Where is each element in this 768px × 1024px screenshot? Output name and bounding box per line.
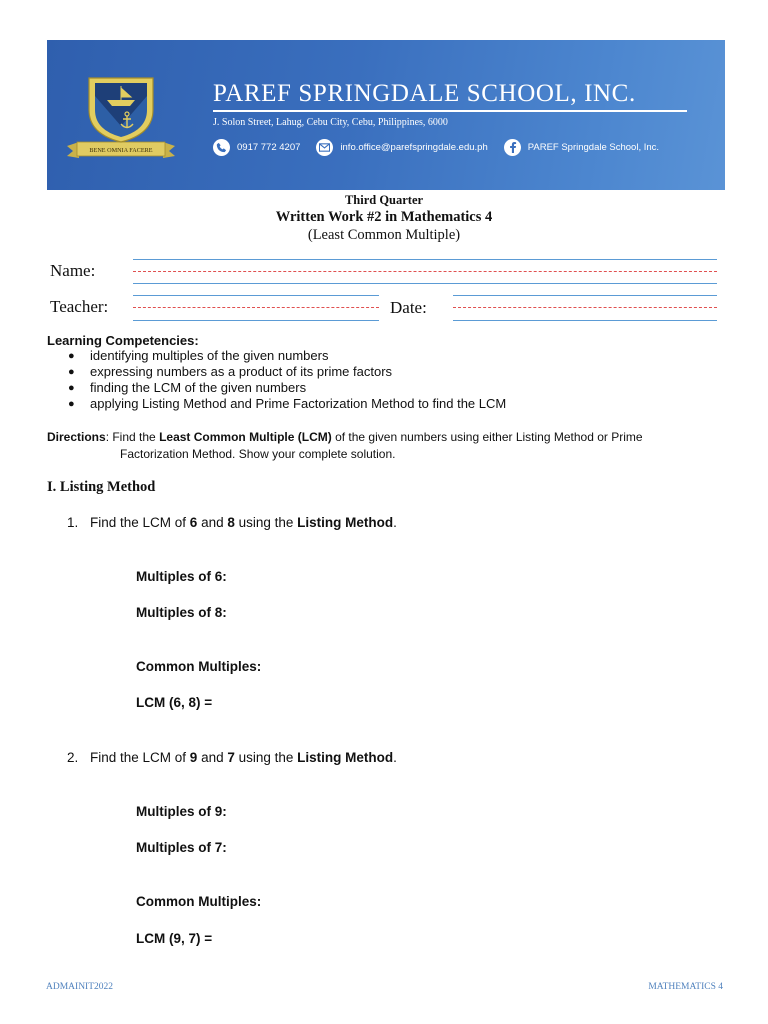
teacher-label: Teacher: [50,297,109,316]
bullet-icon: ● [68,350,75,362]
method-name: Listing Method [297,515,394,530]
problem-text: and [197,750,228,765]
problem-text: Find the LCM of [90,515,190,530]
bullet-icon: ● [68,366,75,378]
section-title: I. Listing Method [47,479,156,495]
name-label: Name: [50,261,96,280]
problem-1 [67,515,397,530]
email-address: info.office@parefspringdale.edu.ph [340,141,488,153]
date-label: Date: [390,298,427,317]
name-line-top [133,259,717,260]
school-address: J. Solon Street, Lahug, Cebu City, Cebu, Philippines, 6000 [213,117,448,128]
title-underline [213,110,687,112]
date-field[interactable] [453,307,717,308]
phone-icon [213,139,230,156]
problem-number: 1. [67,515,79,530]
school-crest-logo [65,72,177,172]
bullet-icon: ● [68,382,75,394]
competency-text: expressing numbers as a product of its prime factors [90,364,393,379]
footer-code: ADMAINIT2022 [46,982,114,992]
directions-line-2: Factorization Method. Show your complete solution. [120,446,396,461]
name-line-bottom [133,283,717,284]
worksheet-title-block [0,193,768,245]
problem-text: . [393,515,397,530]
directions-label: Directions [47,430,106,444]
lcm-answer-label: LCM (6, 8) = [136,695,213,710]
lcm-answer-label: LCM (9, 7) = [136,931,213,946]
phone-number: 0917 772 4207 [237,141,301,153]
footer-subject: MATHEMATICS 4 [648,982,723,992]
bullet-icon: ● [68,398,75,410]
quarter-label: Third Quarter [344,193,424,207]
competencies-list [68,348,506,412]
competencies-heading: Learning Competencies: [47,333,199,348]
problem-2 [67,750,397,765]
problem-text: Find the LCM of [90,750,190,765]
list-item [68,348,506,364]
problem-text: . [393,750,397,765]
problem-text: using the [234,515,298,530]
multiples-b-label: Multiples of 7: [136,840,227,855]
multiples-b-label: Multiples of 8: [136,605,227,620]
common-multiples-label: Common Multiples: [136,659,262,674]
competency-text: applying Listing Method and Prime Factorization Method to find the LCM [90,396,507,411]
directions-text-cont: of the given numbers using either Listing Method or Prime [331,430,643,444]
number-b: 7 [227,750,235,765]
teacher-field[interactable] [133,307,379,308]
contact-facebook [504,139,659,156]
worksheet-subtitle: (Least Common Multiple) [307,227,461,243]
number-a: 6 [189,515,198,530]
directions-text: : Find the [105,430,160,444]
motto-text: BENE OMNIA FACERE [89,147,153,154]
directions [47,429,727,462]
directions-emphasis: Least Common Multiple (LCM) [159,430,332,444]
problem-text: and [197,515,228,530]
contact-email [316,139,487,156]
school-banner [47,40,725,190]
competency-text: finding the LCM of the given numbers [90,380,307,395]
competency-text: identifying multiples of the given numbers [90,348,329,363]
multiples-a-label: Multiples of 6: [136,569,227,584]
common-multiples-label: Common Multiples: [136,894,262,909]
list-item [68,396,506,412]
list-item [68,364,506,380]
number-b: 8 [227,515,235,530]
email-icon [316,139,333,156]
list-item [68,380,506,396]
problem-number: 2. [67,750,79,765]
worksheet-title: Written Work #2 in Mathematics 4 [275,209,493,225]
teacher-line-top [133,295,379,296]
teacher-line-bottom [133,320,379,321]
facebook-page: PAREF Springdale School, Inc. [527,141,660,153]
contact-row [213,138,675,156]
number-a: 9 [189,750,198,765]
contact-phone [213,139,300,156]
date-line-bottom [453,320,717,321]
name-field[interactable] [133,271,717,272]
date-line-top [453,295,717,296]
multiples-a-label: Multiples of 9: [136,804,227,819]
school-name: PAREF SPRINGDALE SCHOOL, INC. [213,80,636,107]
problem-text: using the [234,750,298,765]
facebook-icon [504,139,521,156]
method-name: Listing Method [297,750,394,765]
